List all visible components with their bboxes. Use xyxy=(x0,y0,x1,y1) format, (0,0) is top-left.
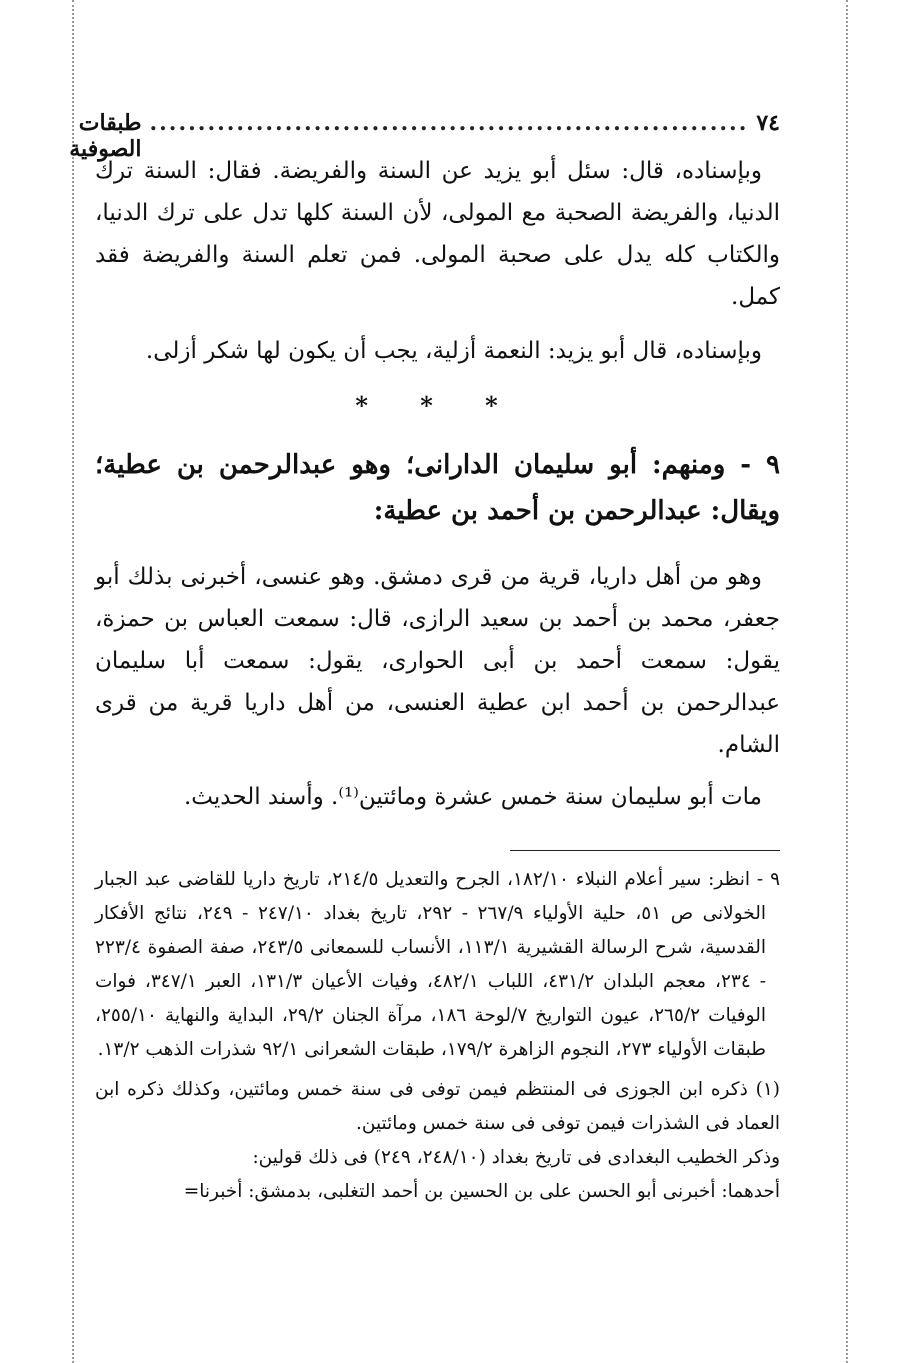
biography-heading: ٩ - ومنهم: أبو سليمان الدارانى؛ وهو عبدالرحمن بن عطية؛ ويقال: عبدالرحمن بن أحمد بن عطية: xyxy=(95,450,780,526)
paragraph-sunna: وبإسناده، قال: سئل أبو يزيد عن السنة والفريضة. فقال: السنة ترك الدنيا، والفريضة الصحبة مع المولى، لأن السنة كلها تدل على ترك الدنيا، والكتاب كله يدل على صحبة المولى. فمن تعلم السنة والفريضة فقد كمل. xyxy=(95,158,780,310)
biography-paragraph-death: مات أبو سليمان سنة خمس عشرة ومائتين⁽¹⁾. وأسند الحديث. xyxy=(184,784,762,810)
biography-paragraph-origin: وهو من أهل داريا، قرية من قرى دمشق. وهو عنسى، أخبرنى بذلك أبو جعفر، محمد بن أحمد بن سعيد الرازى، قال: سمعت العباس بن حمزة، يقول: سمعت أحمد بن أبى الحوارى، يقول: سمعت أبا سليمان عبدالرحمن بن أحمد ابن عطية العنسى، من أهل داريا قرية من قرى الشام. xyxy=(95,564,780,758)
right-binding-dots xyxy=(846,0,848,1363)
book-title: طبقات الصوفية xyxy=(69,110,142,162)
left-binding-dots xyxy=(72,0,74,1363)
footnote-first-saying: أحدهما: أخبرنى أبو الحسن على بن الحسين بن أحمد التغلبى، بدمشق: أخبرنا= xyxy=(183,1181,780,1202)
footnote-sources: ٩ - انظر: سير أعلام النبلاء ١٨٢/١٠، الجرح والتعديل ٢١٤/٥، تاريخ داريا للقاضى عبد الجبار الخولانى ص ٥١، حلية الأولياء ٢٦٧/٩ - ٢٩٢، تاريخ بغداد ٢٤٧/١٠ - ٢٤٩، نتائج الأفكار القدسية، شرح الرسالة القشيرية ١١٣/١، الأنساب للسمعانى ٢٤٣/٥، صفة الصفوة ٢٢٣/٤ - ٢٣٤، معجم البلدان ٤٣١/٢، اللباب ٤٨٢/١، وفيات الأعيان ١٣١/٣، العبر ٣٤٧/١، فوات الوفيات ٢٦٥/٢، عيون التواريخ ٧/لوحة ١٨٦، مرآة الجنان ٢٩/٢، البداية والنهاية ٢٥٥/١٠، طبقات الأولياء ٢٧٣، النجوم الزاهرة ١٧٩/٢، طبقات الشعرانى ٩٢/١ شذرات الذهب ١٣/٢. xyxy=(95,869,780,1060)
book-page xyxy=(69,110,780,1209)
footnote-1: (١) ذكره ابن الجوزى فى المنتظم فيمن توفى فى سنة خمس ومائتين، وكذلك ذكره ابن العماد فى الشذرات فيمن توفى فى سنة خمس ومائتين. xyxy=(95,1079,780,1134)
page-number: ٧٤ xyxy=(756,110,780,136)
footnote-khatib: وذكر الخطيب البغدادى فى تاريخ بغداد (٢٤٨/١٠، ٢٤٩) فى ذلك قولين: xyxy=(252,1147,780,1168)
header-leader-dots: .............................................................. xyxy=(149,110,749,136)
footnote-rule xyxy=(510,850,780,851)
running-header xyxy=(69,110,780,162)
paragraph-blessing: وبإسناده، قال أبو يزيد: النعمة أزلية، يجب أن يكون لها شكر أزلى. xyxy=(145,338,762,364)
section-separator: * * * xyxy=(355,391,520,420)
